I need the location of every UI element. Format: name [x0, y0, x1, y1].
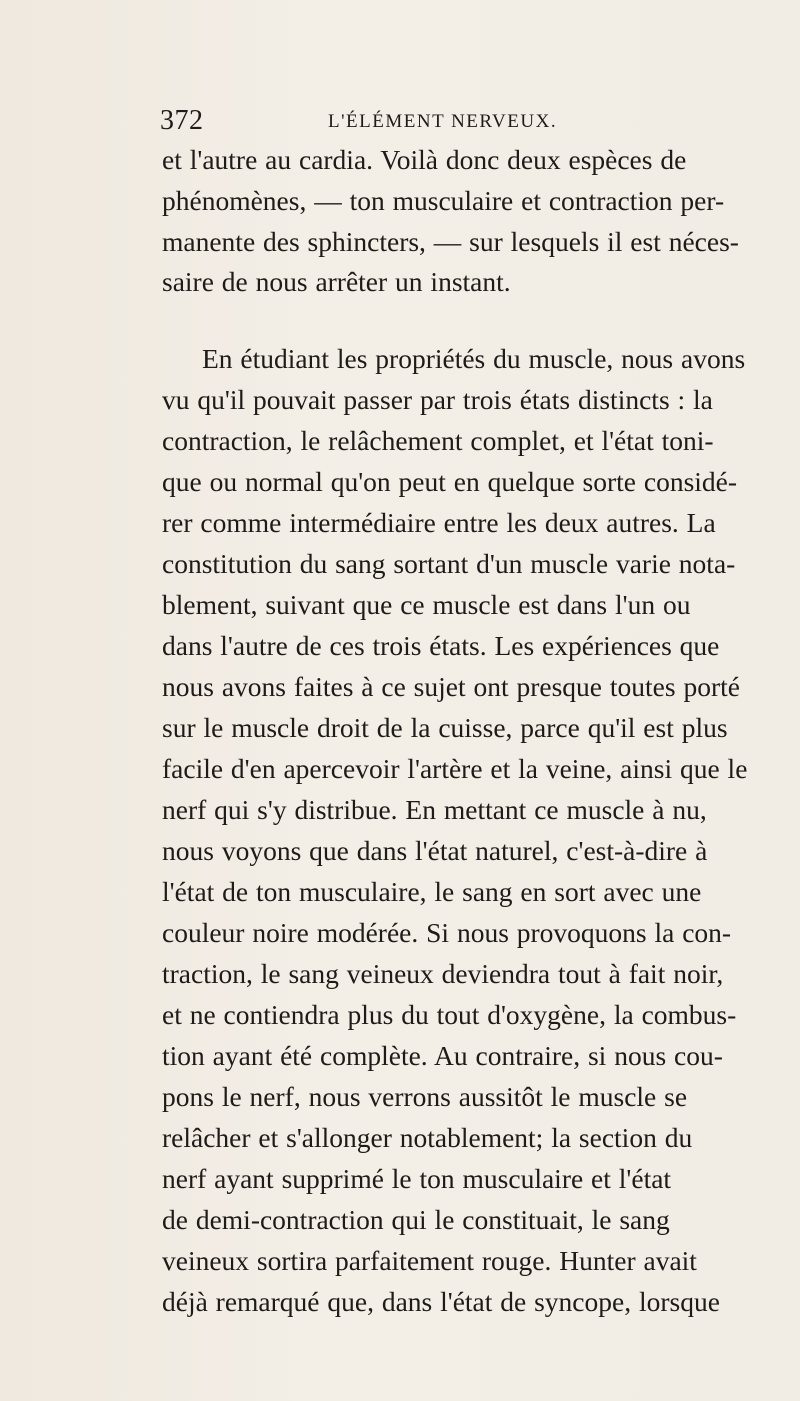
text-line: nerf qui s'y distribue. En mettant ce muscle à nu,: [162, 794, 707, 825]
text-line: pons le nerf, nous verrons aussitôt le muscle se: [162, 1081, 688, 1112]
text-line: relâcher et s'allonger notablement; la section du: [162, 1122, 693, 1153]
text-line: saire de nous arrêter un instant.: [162, 266, 511, 297]
text-line: En étudiant les propriétés du muscle, nous avons: [202, 343, 746, 374]
text-line: et l'autre au cardia. Voilà donc deux espèces de: [162, 144, 687, 175]
text-line: tion ayant été complète. Au contraire, si nous cou-: [162, 1040, 723, 1071]
text-line: que ou normal qu'on peut en quelque sorte considé-: [162, 466, 738, 497]
text-line: traction, le sang veineux deviendra tout à fait noir,: [162, 958, 724, 989]
text-line: nerf ayant supprimé le ton musculaire et l'état: [162, 1163, 672, 1194]
text-line: l'état de ton musculaire, le sang en sort avec une: [162, 876, 702, 907]
text-line: constitution du sang sortant d'un muscle varie nota-: [162, 548, 736, 579]
text-line: dans l'autre de ces trois états. Les expériences que: [162, 630, 720, 661]
page-header: [160, 105, 750, 141]
running-title: L'ÉLÉMENT NERVEUX.: [328, 111, 558, 132]
text-line: contraction, le relâchement complet, et l'état toni-: [162, 425, 714, 456]
text-line: veineux sortira parfaitement rouge. Hunter avait: [162, 1245, 697, 1276]
text-line: nous voyons que dans l'état naturel, c'est-à-dire à: [162, 835, 708, 866]
text-line: et ne contiendra plus du tout d'oxygène, la combus-: [162, 999, 737, 1030]
text-line: sur le muscle droit de la cuisse, parce qu'il est plus: [162, 712, 728, 743]
page-number: 372: [160, 105, 204, 136]
text-line: de demi-contraction qui le constituait, le sang: [162, 1204, 670, 1235]
text-line: rer comme intermédiaire entre les deux autres. La: [162, 507, 716, 538]
text-line: couleur noire modérée. Si nous provoquons la con-: [162, 917, 732, 948]
text-line: phénomènes, — ton musculaire et contraction per-: [162, 185, 725, 216]
text-line: nous avons faites à ce sujet ont presque toutes porté: [162, 671, 740, 702]
text-line: déjà remarqué que, dans l'état de syncope, lorsque: [162, 1286, 720, 1317]
text-line: vu qu'il pouvait passer par trois états distincts : la: [162, 384, 713, 415]
text-line: blement, suivant que ce muscle est dans l'un ou: [162, 589, 691, 620]
text-line: manente des sphincters, — sur lesquels il est néces-: [162, 226, 739, 257]
text-line: facile d'en apercevoir l'artère et la veine, ainsi que le: [162, 753, 748, 784]
